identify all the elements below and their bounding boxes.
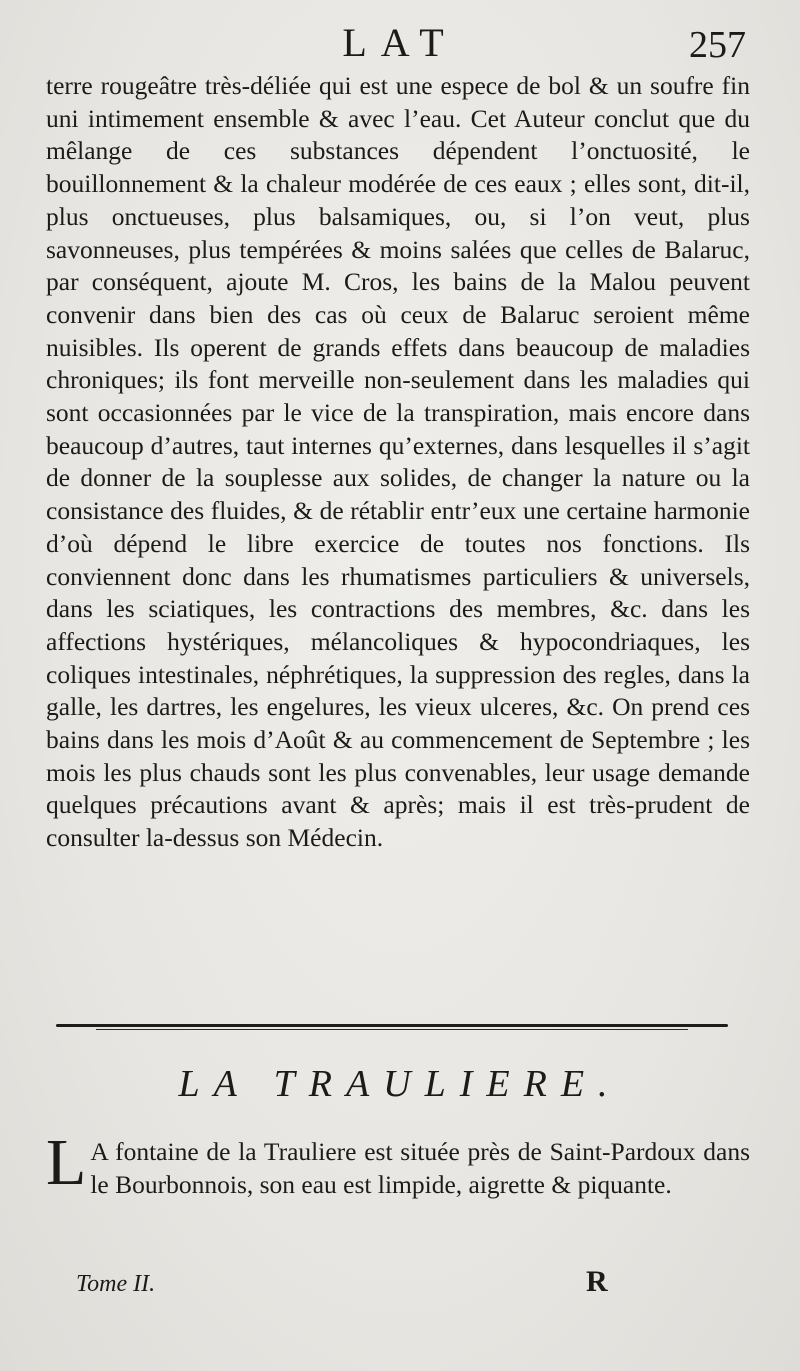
- running-head-title: LAT: [342, 20, 458, 65]
- page-number: 257: [689, 24, 746, 66]
- volume-footer: Tome II.: [76, 1271, 156, 1297]
- drop-cap: L: [46, 1126, 87, 1199]
- section-paragraph: [46, 1126, 750, 1201]
- signature-mark: R: [586, 1265, 608, 1298]
- body-paragraph: terre rougeâtre très-déliée qui est une espece de bol & un soufre fin uni intimement ensemble & avec l’eau. Cet Auteur conclut que du mêlange de ces substances dépendent l’onctuosité, le bouillonnement & la chaleur modérée de ces eaux ; elles sont, dit-il, plus onctueuses, plus balsamiques, ou, si l’on veut, plus savonneuses, plus tempérées & moins salées que celles de Balaruc, par conséquent, ajoute M. Cros, les bains de la Malou peuvent convenir dans bien des cas où ceux de Balaruc seroient même nuisibles. Ils operent de grands effets dans beaucoup de maladies chroniques; ils font merveille non-seulement dans les maladies qui sont occasionnées par le vice de la transpiration, mais encore dans beaucoup d’autres, taut internes qu’externes, dans lesquelles il s’agit de donner de la souplesse aux solides, de changer la nature ou la consistance des fluides, & de rétablir entr’eux une certaine harmonie d’où dépend le libre exercice de toutes nos fonctions. Ils conviennent donc dans les rhumatismes particuliers & universels, dans les sciatiques, les contractions des membres, &c. dans les affections hystériques, mélancoliques & hypocondriaques, les coliques intestinales, néphrétiques, la suppression des regles, dans la galle, les dartres, les engelures, les vieux ulceres, &c. On prend ces bains dans les mois d’Août & au commencement de Septembre ; les mois les plus chauds sont les plus convenables, leur usage demande quelques précautions avant & après; mais il est très-prudent de consulter la-dessus son Médecin.: [46, 71, 750, 853]
- running-head: [0, 18, 800, 68]
- section-title: LA TRAULIERE.: [178, 1063, 622, 1105]
- section-paragraph-text: A fontaine de la Trauliere est située près de Saint-Pardoux dans le Bourbonnois, son eau est limpide, aigrette & piquante.: [90, 1137, 750, 1199]
- section-divider-rule: [56, 1024, 728, 1027]
